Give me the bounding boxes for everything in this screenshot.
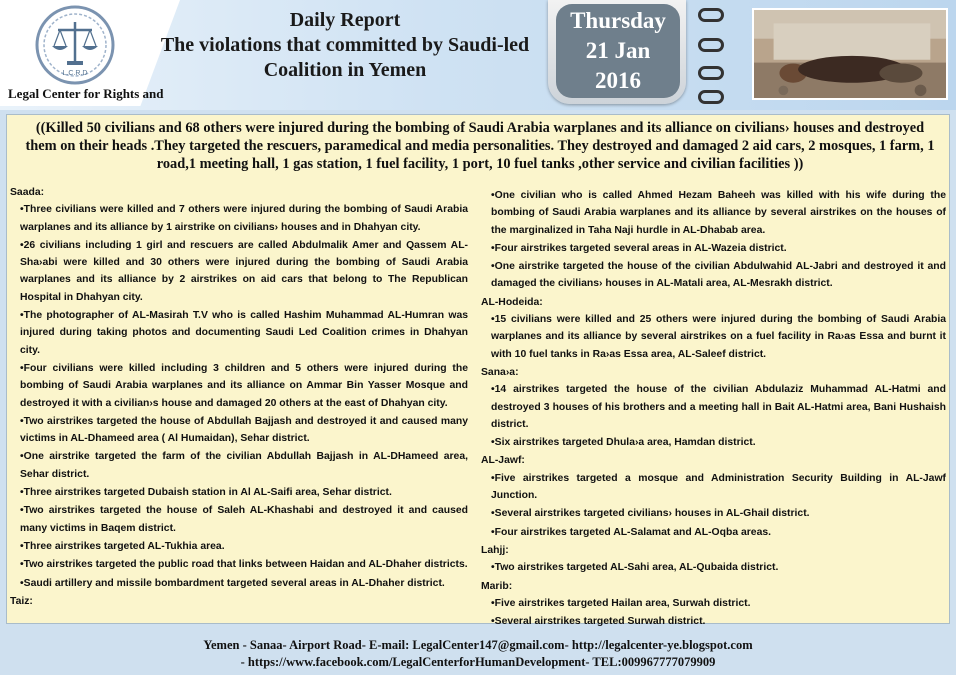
violation-item: •Three civilians were killed and 7 others were injured during the bombing of Saudi Arabia warplanes and its alliance by 1 airstrike on civilians› houses and in Dhahyan city. <box>20 204 468 233</box>
region-heading: AL-Jawf: <box>481 455 525 467</box>
scales-of-justice-logo <box>34 4 116 86</box>
violation-item: •Several airstrikes targeted civilians› houses in AL-Ghail district. <box>491 508 810 520</box>
violation-item: •One civilian who is called Ahmed Hezam Baheeh was killed with his wife during the bombing of Saudi Arabia warplanes and its alliance by several airstrikes on the houses of the marginalized in Taha Naji hurdle in AL-Dhabab area. <box>491 190 946 236</box>
report-header <box>0 0 956 110</box>
violation-item: •Two airstrikes targeted the public road that links between Haidan and AL-Dhaher districts. <box>20 559 468 571</box>
violation-item: •Four airstrikes targeted several areas in AL-Wazeia district. <box>491 242 787 254</box>
binder-ring-icon <box>698 8 724 22</box>
violation-item: •Four civilians were killed including 3 children and 5 others were injured during the bombing of Saudi Arabia warplanes and its alliance on Ammar Bin Yasser Mosque and destroyed it with a civilian›s house and damaged 20 others at the east of Dhahyan city. <box>20 362 468 409</box>
violation-item: •Two airstrikes targeted AL-Sahi area, AL-Qubaida district. <box>491 562 779 574</box>
violation-item: •Two airstrikes targeted the house of Abdullah Bajjash and destroyed it and caused many victims in AL-Dhameed area ( Al Humaidan), Sehar district. <box>20 415 468 445</box>
violation-item: •26 civilians including 1 girl and rescuers are called Abdulmalik Amer and Qassem AL-Sha›abi were killed and 30 others were injured during the bombing of Saudi Arabia warplanes and its alliance by 2 airstrikes on aid cars that belong to The Republican Hospital in Dhahyan city. <box>20 239 468 303</box>
report-date: 21 Jan <box>585 38 651 63</box>
violation-item: •15 civilians were killed and 25 others were injured during the bombing of Saudi Arabia warplanes and its alliance by several airstrikes on a fuel facility in Ra›as Essa and burnt it with 10 fuel tanks in Ra›as Essa area, AL-Saleef district. <box>491 314 946 360</box>
organization-name: Legal Center for Rights and <box>8 86 164 101</box>
summary-text: ((Killed 50 civilians and 68 others were injured during the bombing of Saudi Arabia warplanes and its alliance on civilians› houses and destroyed them on their heads .They targeted the rescuers, paramedical and media personalities. They destroyed and damaged 2 aid cars, 2 mosques, 1 farm, 1 road,1 meeting hall, 1 gas station, 1 fuel facility, 1 port, 10 fuel tanks ,other service and civilian facilities )) <box>25 120 935 172</box>
footer-line-2: - https://www.facebook.com/LegalCenterforHumanDevelopment- TEL:009967777079909 <box>240 655 716 669</box>
violation-item: •Three airstrikes targeted AL-Tukhia area. <box>20 540 225 552</box>
violation-item: •14 airstrikes targeted the house of the civilian Abdulaziz Muhammad AL-Hatmi and destroyed 3 houses of his brothers and a meeting hall in Bait AL-Hatmi area, Bani Hushaish district. <box>491 384 946 430</box>
binder-ring-icon <box>698 90 724 104</box>
title-line-2: The violations that committed by Saudi-led <box>160 34 530 56</box>
region-heading: Saada: <box>10 187 45 198</box>
date-box <box>556 4 680 98</box>
region-heading: Sana›a: <box>481 366 519 378</box>
violation-item: •Six airstrikes targeted Dhula›a area, Hamdan district. <box>491 437 756 449</box>
report-year: 2016 <box>595 68 641 93</box>
violation-item: •One airstrike targeted the house of the civilian Abdulwahid AL-Jabri and destroyed it and damaged the civilians› houses in AL-Matali area, AL-Mesrakh district. <box>491 261 946 290</box>
title-line-3: Coalition in Yemen <box>263 59 427 81</box>
right-column <box>481 187 946 631</box>
violation-item: •Two airstrikes targeted the house of Saleh AL-Khashabi and destroyed it and caused many victims in Baqem district. <box>20 505 468 534</box>
footer-line-1: Yemen - Sanaa- Airport Road- E-mail: LegalCenter147@gmail.com- http://legalcenter-ye.blogspot.com <box>203 638 753 652</box>
left-column <box>10 184 468 610</box>
violation-item: •Four airstrikes targeted AL-Salamat and AL-Oqba areas. <box>491 526 772 538</box>
violation-item: •The photographer of AL-Masirah T.V who is called Hashim Muhammad AL-Humran was injured during taking photos and documenting Saudi Led Coalition crimes in Dhahyan city. <box>20 310 468 356</box>
victim-photo <box>752 8 948 100</box>
violation-item: •One airstrike targeted the farm of the civilian Abdullah Bajjash in AL-DHameed area, Sehar district. <box>20 451 468 480</box>
report-day: Thursday <box>570 8 666 33</box>
binder-ring-icon <box>698 66 724 80</box>
binder-ring-icon <box>698 38 724 52</box>
region-heading: Marib: <box>481 580 513 592</box>
violation-item: •Five airstrikes targeted Hailan area, Surwah district. <box>491 597 751 609</box>
region-heading: Taiz: <box>10 595 33 607</box>
violation-item: •Several airstrikes targeted Surwah district. <box>491 616 706 628</box>
violation-item: •Five airstrikes targeted a mosque and Administration Security Building in AL-Jawf Junction. <box>491 472 946 502</box>
region-heading: Lahjj: <box>481 544 509 556</box>
violation-item: •Three airstrikes targeted Dubaish station in Al AL-Saifi area, Sehar district. <box>20 487 392 499</box>
contact-footer <box>0 637 956 671</box>
violation-item: •Saudi artillery and missile bombardment targeted several areas in AL-Dhaher district. <box>20 577 445 589</box>
title-line-1: Daily Report <box>289 9 401 31</box>
region-heading: AL-Hodeida: <box>481 296 543 308</box>
logo-caption: L.C.R.D <box>62 70 88 77</box>
report-title <box>150 8 540 83</box>
